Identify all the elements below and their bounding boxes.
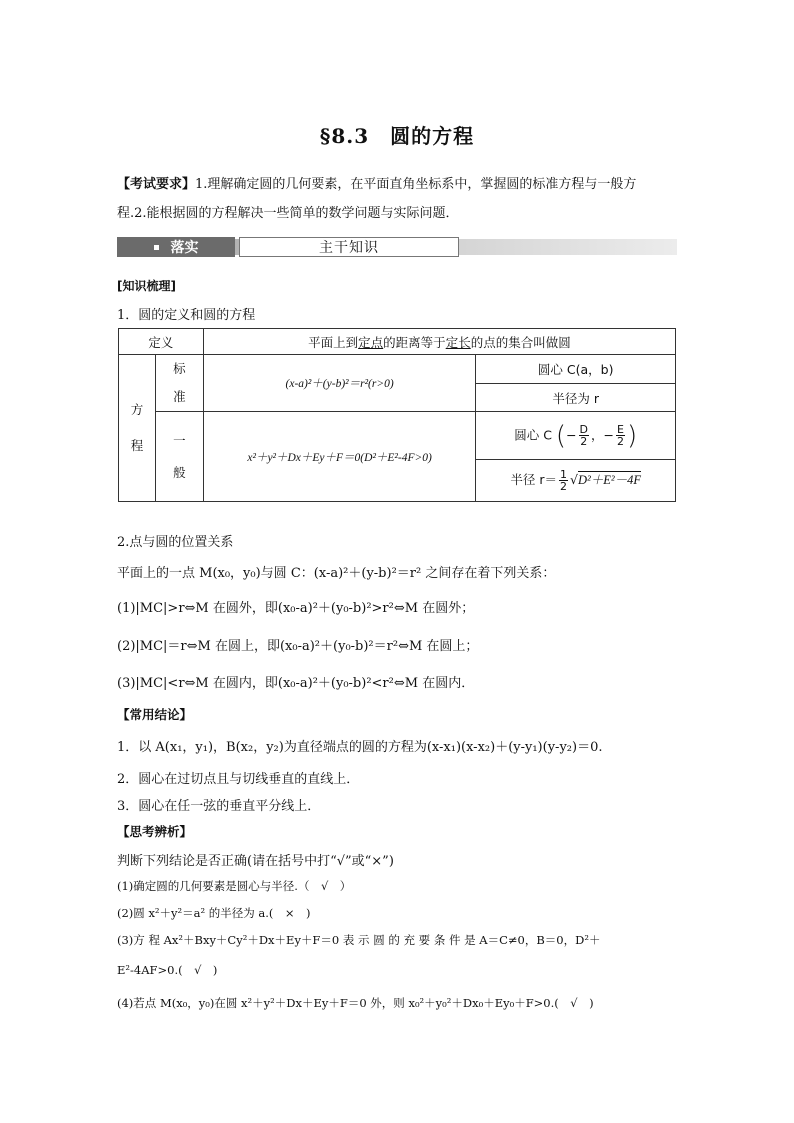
center-x-fraction — [579, 424, 589, 447]
def-text-a: 平面上到 — [308, 334, 359, 350]
standard-center: 圆心 C(a，b) — [476, 355, 676, 384]
square-bullet-icon — [154, 245, 159, 250]
requirements-line-2: 程.2.能根据圆的方程解决一些简单的数学问题与实际问题． — [117, 206, 459, 221]
relation-inside: (3)|MC|<r⇔M 在圆内，即(x₀-a)²＋(y₀-b)²<r²⇔M 在圆内． — [117, 676, 475, 691]
center-y-fraction — [616, 424, 625, 447]
radius-num: 1 — [559, 468, 567, 481]
standard-equation: (x-a)²＋(y-b)²＝r²(r>0) — [203, 355, 475, 412]
right-paren: ) — [626, 420, 638, 451]
question-3-line-1: (3)方 程 Ax²＋Bxy＋Cy²＋Dx＋Ey＋F＝0 表 示 圆 的 充 要 条 件 是 A＝C≠0，B＝0，D²＋ — [117, 933, 601, 947]
common-conclusion-3: 3．圆心在任一弦的垂直平分线上． — [117, 799, 321, 814]
common-conclusion-2: 2．圆心在过切点且与切线垂直的直线上． — [117, 772, 360, 787]
banner-dark-label: 落实 — [170, 240, 199, 256]
general-center: 圆心 C (− $\frac{D}{2}$ ，− $\frac{E}{2}$ ) — [476, 412, 676, 460]
general-radius: 半径 r＝ $\frac{1}{2}$ √D²＋E²－4F — [476, 460, 676, 502]
requirements-line-1 — [117, 173, 636, 192]
table-general-label: 一 般 — [155, 412, 203, 502]
standard-radius: 半径为 r — [476, 384, 676, 412]
general-radius-label: 半径 r＝ — [510, 472, 557, 487]
def-text-e: 的点的集合叫做圆 — [470, 334, 571, 350]
banner-dark-tab — [117, 237, 235, 257]
banner-light-tab: 主干知识 — [239, 237, 459, 257]
item-2-intro: 平面上的一点 M(x₀，y₀)与圆 C：(x-a)²＋(y-b)²＝r² 之间存在着下列关系： — [117, 566, 556, 581]
radius-den: 2 — [559, 480, 567, 493]
general-center-label: 圆心 C — [514, 427, 552, 442]
item-1-heading: 1．圆的定义和圆的方程 — [117, 308, 256, 323]
question-4: (4)若点 M(x₀，y₀)在圆 x²＋y²＋Dx＋Ey＋F＝0 外，则 x₀²＋y₀²＋Dx₀＋Ey₀＋F>0.( √ ) — [117, 996, 594, 1010]
question-2: (2)圆 x²＋y²＝a² 的半径为 a.( × ) — [117, 906, 311, 920]
circle-equation-table — [118, 328, 676, 502]
center-x-den: 2 — [580, 435, 588, 448]
center-y-num: E — [617, 423, 624, 436]
radius-fraction — [559, 469, 568, 492]
common-conclusion-1: 1．以 A(x₁，y₁)，B(x₂，y₂)为直径端点的圆的方程为(x-x₁)(x-x₂)＋(y-y₁)(y-y₂)＝0. — [117, 740, 603, 755]
def-text-c: 的距离等于 — [383, 334, 446, 350]
def-text-fixed-length: 定长 — [445, 334, 471, 350]
relation-on: (2)|MC|＝r⇔M 在圆上，即(x₀-a)²＋(y₀-b)²＝r²⇔M 在圆上； — [117, 639, 479, 654]
question-1: (1)确定圆的几何要素是圆心与半径.（ √ ） — [117, 879, 352, 893]
center-x-num: D — [579, 423, 589, 436]
table-equation-label: 方 程 — [119, 355, 156, 502]
radius-sqrt-body: D²＋E²－4F — [577, 473, 641, 487]
def-text-fixed-point: 定点 — [358, 334, 384, 350]
section-banner — [117, 235, 677, 257]
table-standard-label: 标 准 — [155, 355, 203, 412]
requirements-label: 【考试要求】 — [117, 177, 196, 192]
page-title: §8.3 圆的方程 — [319, 124, 475, 148]
question-3-line-2: E²-4AF>0.( √ ) — [117, 963, 218, 977]
general-equation: x²＋y²＋Dx＋Ey＋F＝0(D²＋E²-4F>0) — [203, 412, 475, 502]
knowledge-heading: [知识梳理] — [117, 279, 176, 293]
common-conclusions-heading: 【常用结论】 — [117, 707, 193, 722]
think-heading: 【思考辨析】 — [117, 824, 193, 839]
requirements-text-1: 1.理解确定圆的几何要素，在平面直角坐标系中，掌握圆的标准方程与一般方 — [195, 177, 637, 192]
relation-outside: (1)|MC|>r⇔M 在圆外，即(x₀-a)²＋(y₀-b)²>r²⇔M 在圆外； — [117, 601, 475, 616]
think-intro: 判断下列结论是否正确(请在括号中打“√”或“×”) — [117, 854, 394, 869]
table-definition-label: 定义 — [119, 329, 204, 355]
table-definition-text — [203, 329, 675, 355]
item-2-heading: 2.点与圆的位置关系 — [117, 535, 234, 550]
left-paren: ( — [555, 420, 567, 451]
center-y-den: 2 — [616, 435, 624, 448]
